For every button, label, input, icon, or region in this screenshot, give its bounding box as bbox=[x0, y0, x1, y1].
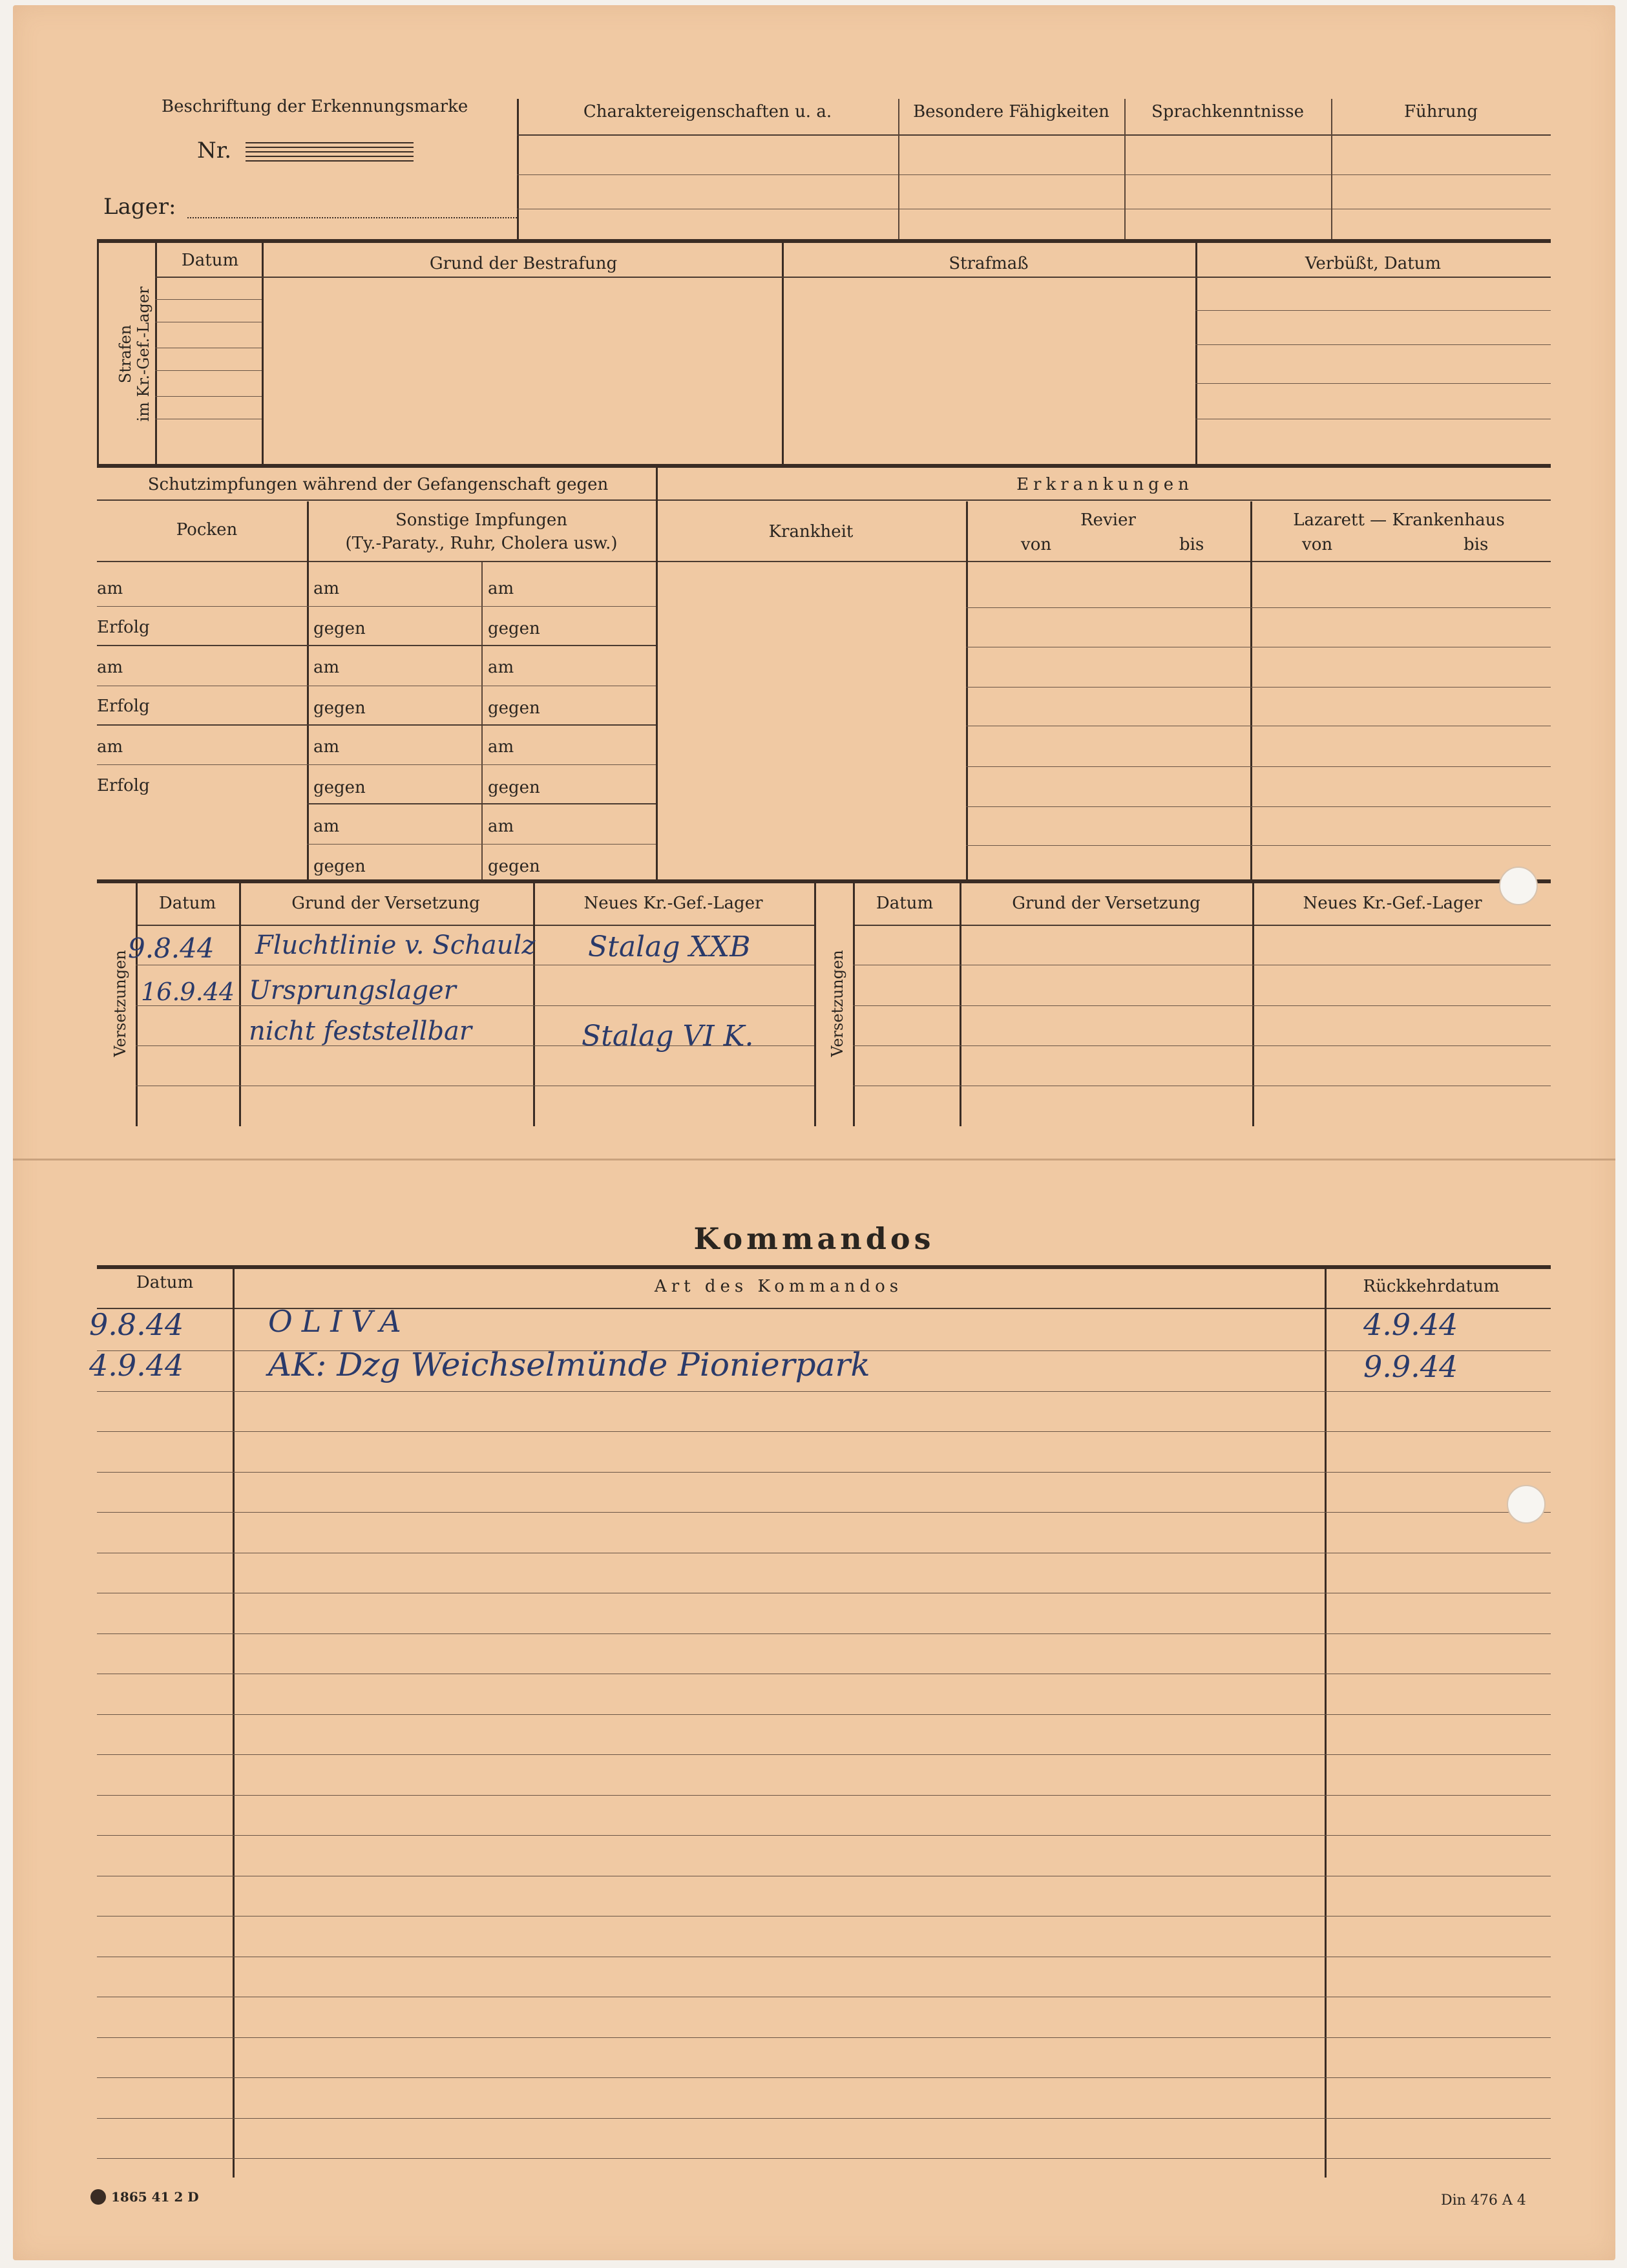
rule bbox=[960, 882, 961, 1126]
rule bbox=[1250, 501, 1252, 879]
strafen-side-label: Strafen im Kr.-Gef.-Lager bbox=[116, 286, 152, 422]
impf-am: am bbox=[488, 737, 514, 757]
vers-col-lager-2: Neues Kr.-Gef.-Lager bbox=[1303, 894, 1482, 913]
impf-erfolg: Erfolg bbox=[97, 776, 150, 795]
rule bbox=[97, 239, 1551, 243]
rule bbox=[481, 562, 483, 880]
rule bbox=[97, 724, 656, 726]
vers-entry-datum: 16.9.44 bbox=[141, 978, 235, 1006]
impf-gegen: gegen bbox=[488, 857, 540, 876]
impf-heading: Schutzimpfungen während der Gefangenschaft gegen bbox=[147, 475, 609, 494]
impf-am: am bbox=[313, 737, 340, 757]
vers-col-datum-2: Datum bbox=[876, 894, 934, 913]
kom-entry-datum: 9.8.44 bbox=[89, 1307, 184, 1342]
rule bbox=[853, 1045, 1551, 1046]
kommandos-row-line bbox=[97, 1472, 1551, 1473]
vers-entry-lager: Stalag XXB bbox=[588, 930, 751, 963]
rule bbox=[155, 277, 1551, 278]
din-label: Din 476 A 4 bbox=[1441, 2192, 1526, 2209]
rule bbox=[239, 882, 241, 1126]
rule bbox=[966, 845, 1551, 846]
versetzungen-side-label: Versetzungen bbox=[111, 950, 129, 1057]
rule bbox=[97, 764, 656, 765]
print-mark-icon bbox=[90, 2189, 106, 2205]
vers-col-grund: Grund der Versetzung bbox=[291, 894, 480, 913]
rule bbox=[1195, 241, 1197, 464]
impf-gegen: gegen bbox=[313, 778, 366, 797]
strafen-col-datum: Datum bbox=[181, 251, 239, 270]
rule bbox=[307, 501, 309, 879]
rule bbox=[136, 882, 138, 1126]
impf-gegen: gegen bbox=[313, 619, 366, 638]
erk-lazarett-von: von bbox=[1302, 535, 1333, 554]
kommandos-row-line bbox=[97, 1714, 1551, 1715]
rule bbox=[233, 1268, 235, 2178]
kom-entry-art: AK: Dzg Weichselmünde Pionierpark bbox=[268, 1346, 870, 1383]
impf-am: am bbox=[488, 658, 514, 677]
col-fuehrung: Führung bbox=[1403, 102, 1478, 121]
kom-col-art: Art des Kommandos bbox=[654, 1277, 903, 1296]
erk-col-lazarett: Lazarett — Krankenhaus bbox=[1293, 510, 1505, 530]
rule bbox=[97, 499, 1551, 501]
lager-label: Lager: bbox=[103, 194, 176, 220]
impf-am: am bbox=[313, 579, 340, 598]
erk-revier-von: von bbox=[1021, 535, 1052, 554]
rule bbox=[517, 174, 1551, 175]
erkrankungen-heading: Erkrankungen bbox=[1016, 475, 1193, 494]
kommandos-title: Kommandos bbox=[693, 1221, 935, 1256]
rule bbox=[853, 925, 1551, 926]
rule bbox=[1331, 99, 1332, 240]
erk-col-krankheit: Krankheit bbox=[768, 522, 854, 541]
rule bbox=[966, 766, 1551, 767]
rule bbox=[97, 879, 1551, 883]
strafen-col-verbuesst: Verbüßt, Datum bbox=[1305, 254, 1442, 273]
strafen-col-strafmass: Strafmaß bbox=[949, 254, 1029, 273]
rule bbox=[97, 645, 656, 646]
rule bbox=[966, 687, 1551, 688]
impf-erfolg: Erfolg bbox=[97, 697, 150, 716]
impf-am: am bbox=[488, 817, 514, 836]
erk-revier-bis: bis bbox=[1179, 535, 1204, 554]
kommandos-row-line bbox=[97, 2158, 1551, 2159]
rule bbox=[898, 99, 899, 240]
rule bbox=[155, 370, 262, 371]
impf-gegen: gegen bbox=[488, 619, 540, 638]
impf-am: am bbox=[313, 817, 340, 836]
rule bbox=[97, 606, 656, 607]
rule bbox=[1195, 310, 1551, 311]
rule bbox=[1124, 99, 1126, 240]
rule bbox=[97, 241, 99, 464]
erk-lazarett-bis: bis bbox=[1464, 535, 1489, 554]
impf-am: am bbox=[97, 737, 123, 757]
rule bbox=[1195, 344, 1551, 345]
rule bbox=[1325, 1268, 1327, 2178]
vers-entry-lager: Stalag VI K. bbox=[582, 1020, 754, 1053]
rule bbox=[307, 803, 656, 804]
rule bbox=[966, 607, 1551, 608]
versetzungen-side-label-2: Versetzungen bbox=[828, 950, 846, 1057]
impf-erfolg: Erfolg bbox=[97, 618, 150, 637]
kom-col-rueckkehr: Rückkehrdatum bbox=[1363, 1277, 1500, 1296]
rule bbox=[533, 882, 535, 1126]
impf-gegen: gegen bbox=[313, 857, 366, 876]
rule bbox=[517, 134, 1551, 136]
kommandos-row-line bbox=[97, 1391, 1551, 1392]
lager-dotted-line bbox=[187, 217, 517, 218]
kom-col-datum: Datum bbox=[136, 1273, 194, 1292]
strafen-col-grund: Grund der Bestrafung bbox=[429, 254, 618, 273]
erkennungsmarke-label: Beschriftung der Erkennungsmarke bbox=[162, 97, 468, 116]
col-sprach: Sprachkenntnisse bbox=[1151, 102, 1304, 121]
kommandos-row-line bbox=[97, 2118, 1551, 2119]
rule bbox=[307, 844, 656, 845]
kommandos-row-line bbox=[97, 1835, 1551, 1836]
rule bbox=[155, 299, 262, 300]
rule bbox=[136, 925, 814, 926]
impf-gegen: gegen bbox=[488, 698, 540, 718]
print-code: 1865 41 2 D bbox=[111, 2189, 199, 2205]
impf-gegen: gegen bbox=[488, 778, 540, 797]
punch-hole bbox=[1507, 1485, 1546, 1524]
kommandos-row-line bbox=[97, 1795, 1551, 1796]
rule bbox=[97, 1265, 1551, 1269]
rule bbox=[966, 501, 968, 879]
impf-col-pocken: Pocken bbox=[176, 520, 238, 540]
kom-entry-rueckkehr: 9.9.44 bbox=[1363, 1349, 1458, 1384]
vers-col-lager: Neues Kr.-Gef.-Lager bbox=[583, 894, 763, 913]
col-faehigkeiten: Besondere Fähigkeiten bbox=[913, 102, 1109, 121]
rule bbox=[782, 241, 784, 464]
kom-entry-datum: 4.9.44 bbox=[89, 1348, 184, 1383]
rule bbox=[853, 1005, 1551, 1006]
rule bbox=[155, 396, 262, 397]
impf-am: am bbox=[488, 579, 514, 598]
impf-am: am bbox=[97, 658, 123, 677]
vers-col-grund-2: Grund der Versetzung bbox=[1012, 894, 1201, 913]
rule bbox=[97, 464, 1551, 468]
vers-entry-grund: Fluchtlinie v. Schaulz bbox=[255, 930, 536, 960]
impf-col-sonstige-sub: (Ty.-Paraty., Ruhr, Cholera usw.) bbox=[345, 534, 618, 553]
nr-label: Nr. bbox=[197, 138, 232, 163]
divider bbox=[517, 99, 519, 241]
form-sheet bbox=[13, 5, 1615, 2260]
vers-col-datum: Datum bbox=[158, 894, 216, 913]
nr-lines bbox=[246, 142, 414, 165]
impf-gegen: gegen bbox=[313, 698, 366, 718]
col-charakter: Charaktereigenschaften u. a. bbox=[583, 102, 832, 121]
vers-entry-grund: nicht feststellbar bbox=[249, 1016, 472, 1046]
kom-entry-art: OLIVA bbox=[268, 1304, 410, 1339]
rule bbox=[1195, 383, 1551, 384]
rule bbox=[966, 806, 1551, 807]
rule bbox=[136, 1005, 814, 1006]
kom-entry-rueckkehr: 4.9.44 bbox=[1363, 1307, 1458, 1342]
fold-line bbox=[13, 1159, 1615, 1160]
kommandos-row-line bbox=[97, 2077, 1551, 2078]
kommandos-row-line bbox=[97, 1512, 1551, 1513]
rule bbox=[1252, 882, 1254, 1126]
punch-hole bbox=[1499, 866, 1538, 905]
kommandos-row-line bbox=[97, 1633, 1551, 1634]
kommandos-row-line bbox=[97, 2037, 1551, 2038]
rule bbox=[97, 561, 1551, 562]
rule bbox=[814, 882, 816, 1126]
impf-am: am bbox=[313, 658, 340, 677]
rule bbox=[262, 241, 264, 464]
kommandos-row-line bbox=[97, 1431, 1551, 1432]
rule bbox=[656, 467, 658, 881]
vers-entry-datum: 9.8.44 bbox=[128, 932, 215, 964]
vers-entry-grund: Ursprungslager bbox=[249, 976, 456, 1005]
impf-am: am bbox=[97, 579, 123, 598]
rule bbox=[853, 882, 855, 1126]
erk-col-revier: Revier bbox=[1080, 510, 1136, 530]
kommandos-row-line bbox=[97, 1754, 1551, 1755]
impf-col-sonstige: Sonstige Impfungen bbox=[395, 510, 568, 530]
rule bbox=[155, 241, 157, 464]
